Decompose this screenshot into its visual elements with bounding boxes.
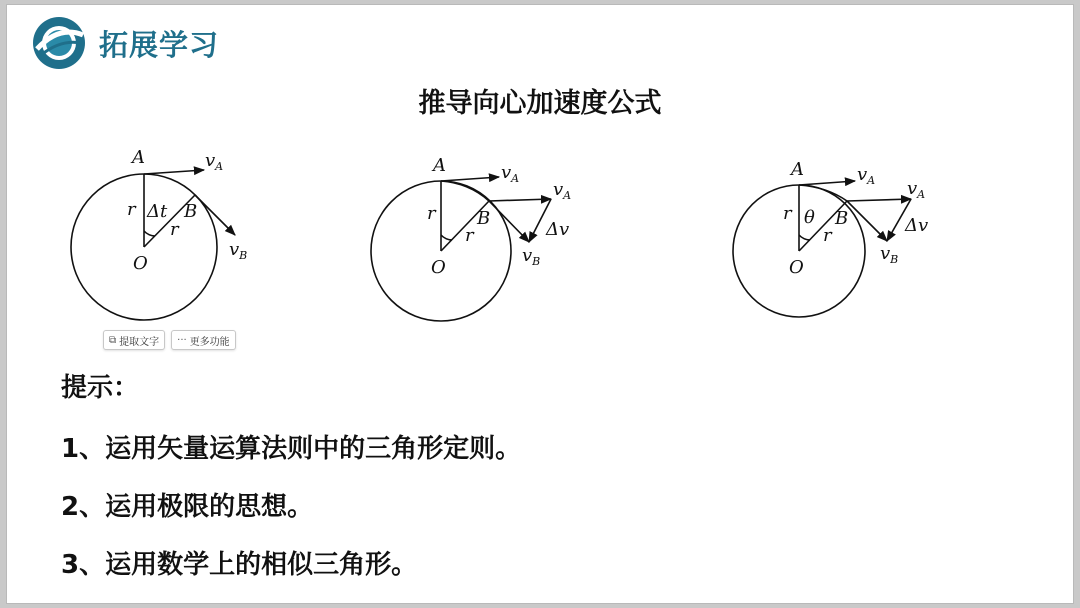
diagram-2-label-vA2: $v_A$: [553, 179, 572, 202]
diagram-1-label-vB: $v_B$: [229, 239, 248, 262]
hint-item: 3、运用数学上的相似三角形。: [61, 550, 418, 580]
diagram-3-label-dv: Δv: [905, 215, 929, 236]
diagram-3-label-r2: r: [823, 225, 832, 246]
diagram-2-label-B: B: [477, 208, 491, 229]
diagram-2-label-r1: r: [427, 203, 436, 224]
diagram-3-vA-arrow: [799, 181, 855, 185]
diagram-2-label-r2: r: [465, 225, 474, 246]
diagram-3-label-B: B: [835, 208, 849, 229]
diagram-1-label-r1: r: [127, 199, 136, 220]
page-title: 推导向心加速度公式: [418, 88, 662, 119]
more-features-label: 更多功能: [189, 336, 230, 348]
diagram-2-label-O: O: [431, 257, 446, 278]
image-toolbar: [103, 330, 236, 350]
diagram-3-label-O: O: [789, 257, 804, 278]
diagram-3-label-vA2: $v_A$: [907, 178, 926, 201]
text-scan-icon: ⧉: [109, 334, 117, 346]
diagram-3-label-A: A: [791, 159, 804, 180]
diagram-3-angle-arc: [799, 235, 810, 240]
diagram-2-label-vA: $v_A$: [501, 162, 520, 185]
diagram-2-vA-arrow: [441, 177, 499, 181]
diagram-2-vA2-arrow: [489, 199, 551, 201]
diagram-1-label-B: B: [184, 201, 198, 222]
extract-text-button[interactable]: [103, 330, 165, 350]
slide: [6, 4, 1074, 604]
diagram-3-label-vA: $v_A$: [857, 164, 876, 187]
header-title: 拓展学习: [99, 27, 220, 62]
diagram-3-label-angle: θ: [804, 207, 815, 228]
diagram-3-label-r1: r: [783, 203, 792, 224]
diagram-1-label-vA: $v_A$: [205, 150, 224, 173]
diagram-2-label-vB: $v_B$: [522, 245, 541, 268]
diagram-1-angle-arc: [144, 231, 155, 236]
hint-item: 1、运用矢量运算法则中的三角形定则。: [61, 434, 522, 464]
hints-title: 提示：: [61, 373, 140, 403]
extract-text-label: 提取文字: [119, 336, 160, 348]
diagram-1-label-angle: Δt: [147, 201, 168, 222]
diagram-3-vA2-arrow: [847, 199, 911, 201]
more-features-button[interactable]: [171, 330, 236, 350]
diagram-1-label-O: O: [133, 253, 148, 274]
diagram-1-vA-arrow: [144, 170, 204, 174]
diagram-2-label-dv: Δv: [546, 219, 570, 240]
ellipsis-icon: ···: [177, 334, 187, 346]
diagram-2-chord-AB: [441, 181, 489, 201]
hint-item: 2、运用极限的思想。: [61, 492, 314, 522]
diagram-2-angle-arc: [441, 235, 452, 240]
diagram-3-label-vB: $v_B$: [880, 243, 899, 266]
diagram-2-label-A: A: [433, 155, 446, 176]
diagram-1-label-A: A: [132, 147, 145, 168]
diagram-1-label-r2: r: [170, 219, 179, 240]
diagram-3-vB-arrow: [847, 201, 887, 241]
hints: [61, 367, 521, 602]
diagram-1: [71, 170, 235, 320]
